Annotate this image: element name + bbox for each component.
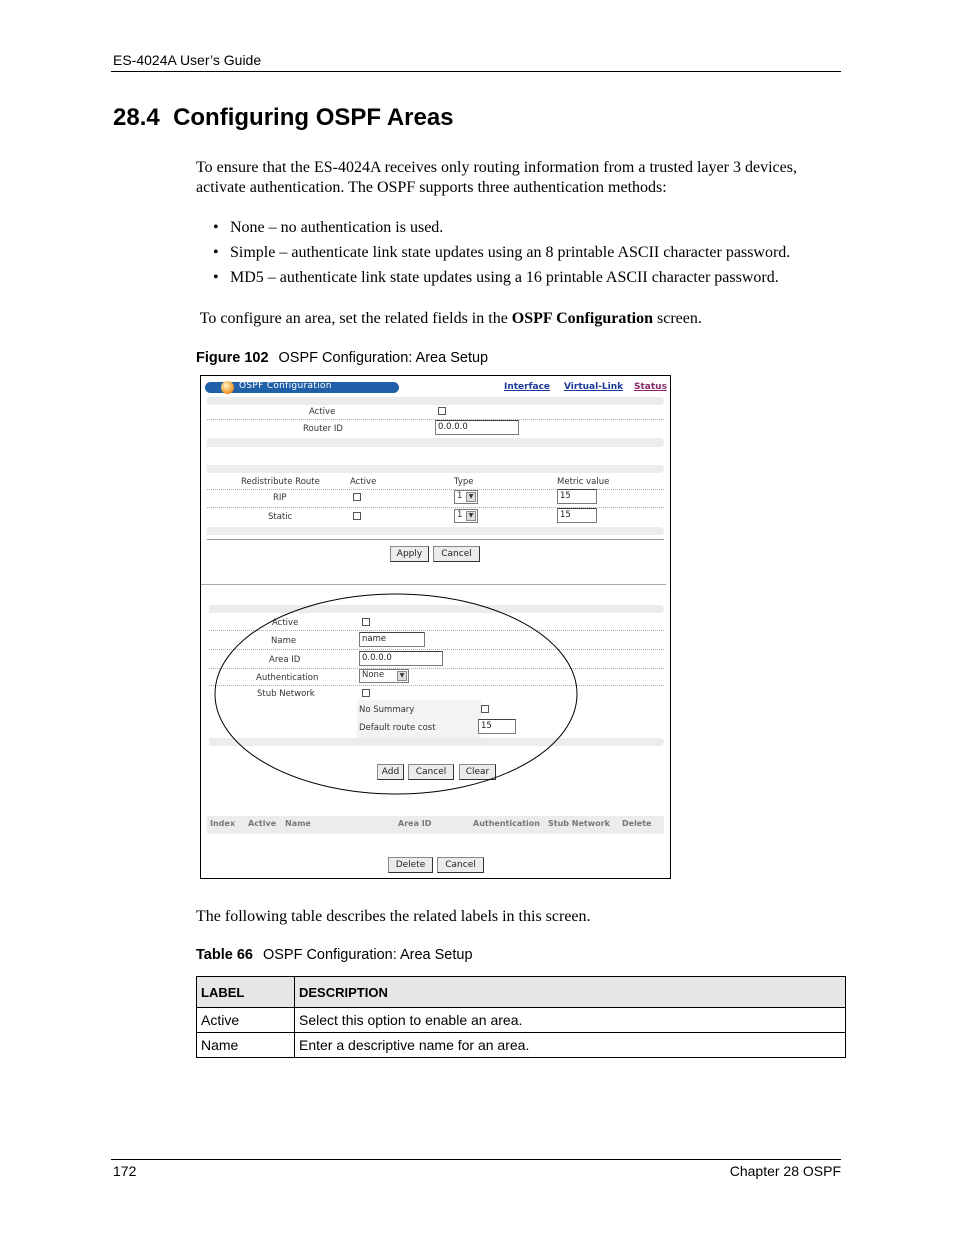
area-id-label: Area ID [269,655,301,665]
header-rule [111,71,841,72]
area-name-input[interactable]: name [359,632,425,647]
static-metric-input[interactable]: 15 [557,508,597,523]
row-label: Active [197,1008,295,1033]
figure-label: Figure 102 [196,350,269,366]
redistribute-metric-header: Metric value [557,477,610,487]
redistribute-route-header: Redistribute Route [241,477,320,487]
bullet-item: • None – no authentication is used. [213,219,444,236]
list-header-name: Name [285,819,311,828]
after-figure-paragraph: The following table describes the related labels in this screen. [196,908,591,925]
bullet-item: • Simple – authenticate link state updates using an 8 printable ASCII character password. [213,244,791,261]
bullet-text: None – no authentication is used. [230,219,444,236]
bullet-text: Simple – authenticate link state updates using an 8 printable ASCII character password. [230,244,791,261]
router-id-label: Router ID [303,424,343,434]
list-header-delete: Delete [622,819,652,828]
default-route-cost-input[interactable]: 15 [478,719,516,734]
bullet-text: MD5 – authenticate link state updates using a 16 printable ASCII character password. [230,269,779,286]
bullet-item: • MD5 – authenticate link state updates using a 16 printable ASCII character password. [213,269,779,286]
section-number: 28.4 [113,104,160,131]
section-title: Configuring OSPF Areas [173,104,454,131]
row-label: Name [197,1033,295,1058]
rip-metric-input[interactable]: 15 [557,489,597,504]
table-label: Table 66 [196,947,253,963]
delete-button[interactable]: Delete [388,857,433,873]
intro-line-2: activate authentication. The OSPF supports three authentication methods: [196,179,667,196]
page-number: 172 [113,1163,137,1179]
running-header: ES-4024A User’s Guide [113,52,262,68]
stub-network-label: Stub Network [257,689,315,699]
section-heading [113,104,454,132]
configure-bold: OSPF Configuration [511,310,653,327]
description-column-header: DESCRIPTION [295,977,846,1008]
intro-line-1: To ensure that the ES-4024A receives only routing information from a trusted layer 3 devices, [196,159,797,176]
add-button[interactable]: Add [377,764,404,780]
table-row [197,1008,846,1033]
active-label: Active [309,407,336,417]
area-cancel-button[interactable]: Cancel [408,764,454,780]
figure-screenshot [200,375,671,879]
no-summary-label: No Summary [359,705,415,715]
highlight-ellipse [201,376,670,878]
configure-text: To configure an area, set the related fields in the [196,310,512,327]
redistribute-active-header: Active [350,477,377,487]
area-id-input[interactable]: 0.0.0.0 [359,651,443,666]
chevron-down-icon: ▼ [397,671,407,681]
chapter-label: Chapter 28 OSPF [729,1163,841,1179]
area-name-label: Name [271,636,297,646]
table-caption-text: OSPF Configuration: Area Setup [262,947,473,963]
figure-caption-text: OSPF Configuration: Area Setup [278,350,489,366]
footer-rule [111,1159,841,1160]
rip-type-value: 1 [457,491,463,501]
redistribute-type-header: Type [454,477,474,487]
label-column-header: LABEL [197,977,295,1008]
configure-text-end: screen. [653,310,702,327]
table-caption [196,947,473,963]
chevron-down-icon: ▼ [466,492,476,502]
router-id-input[interactable]: 0.0.0.0 [435,420,519,435]
row-description: Enter a descriptive name for an area. [295,1033,846,1058]
list-header-index: Index [210,819,235,828]
static-type-value: 1 [457,510,463,520]
list-header-stub-network: Stub Network [548,819,610,828]
cancel-button[interactable]: Cancel [433,546,480,562]
chevron-down-icon: ▼ [466,511,476,521]
static-label: Static [268,512,293,522]
screen-title: OSPF Configuration [239,381,332,391]
description-table [196,976,846,1058]
intro-paragraph [196,158,846,198]
default-route-cost-label: Default route cost [359,723,436,733]
figure-caption [196,350,488,366]
interface-link[interactable]: Interface [504,382,551,392]
list-cancel-button[interactable]: Cancel [437,857,484,873]
table-row [197,1033,846,1058]
virtual-link-link[interactable]: Virtual-Link [564,382,624,392]
row-description: Select this option to enable an area. [295,1008,846,1033]
table-header-row [197,977,846,1008]
list-header-authentication: Authentication [473,819,540,828]
clear-button[interactable]: Clear [459,764,496,780]
apply-button[interactable]: Apply [390,546,429,562]
list-header-area-id: Area ID [398,819,432,828]
status-link[interactable]: Status [634,382,667,392]
list-header-active: Active [248,819,277,828]
authentication-label: Authentication [256,673,319,683]
authentication-value: None [362,670,385,680]
rip-label: RIP [273,493,287,503]
area-active-label: Active [272,618,299,628]
configure-paragraph [196,309,846,329]
